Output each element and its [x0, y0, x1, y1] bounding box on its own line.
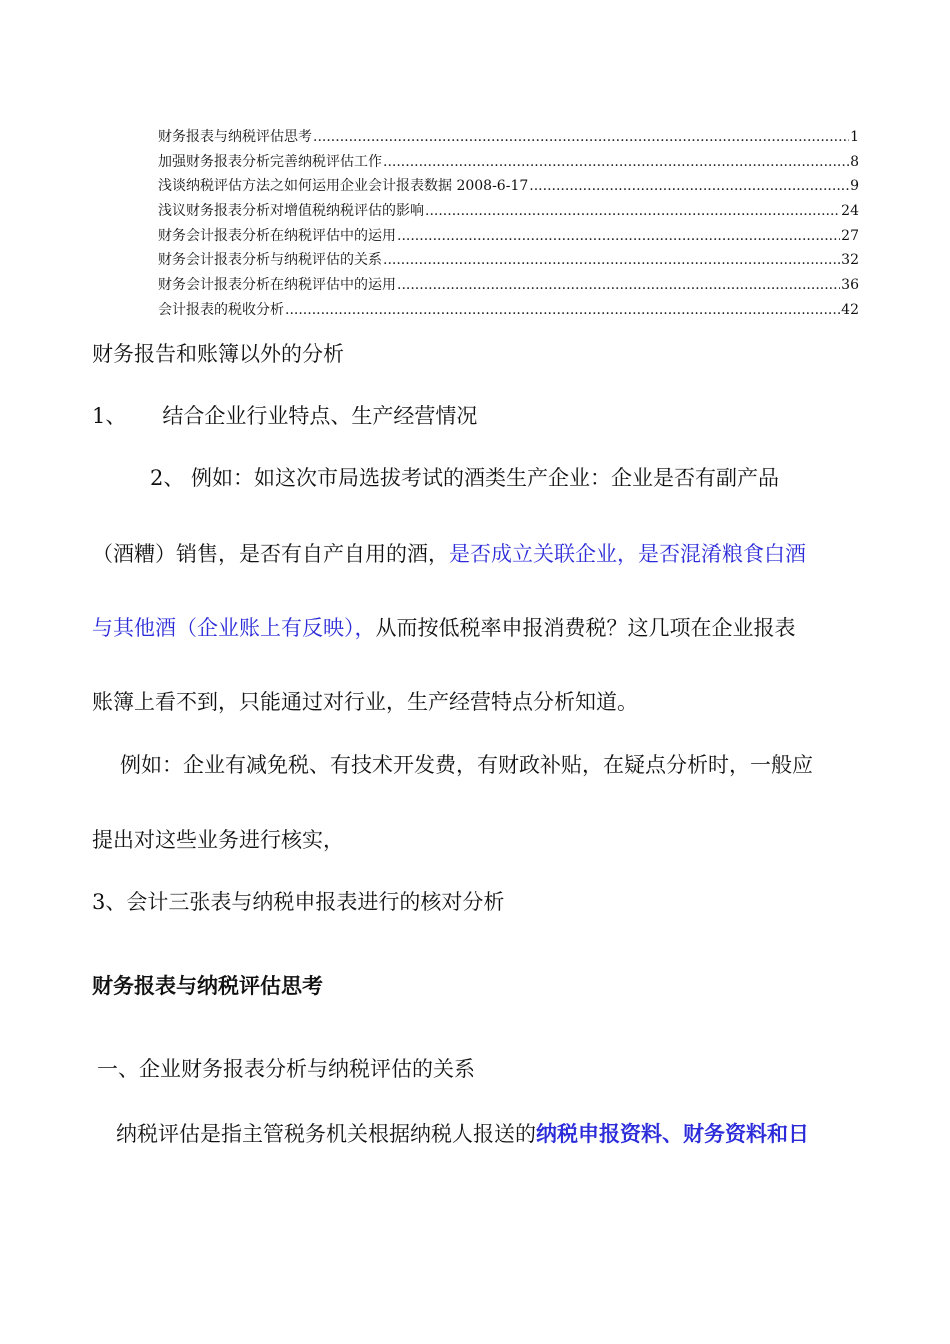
text-run: 从而按低税率申报消费税？这几项在企业报表 — [375, 616, 796, 640]
section-title: 一、企业财务报表分析与纳税评估的关系 — [97, 1057, 475, 1081]
toc-page-number: 8 — [850, 153, 859, 170]
toc-entry[interactable] — [158, 225, 859, 250]
paragraph-line — [92, 612, 796, 642]
toc-entry-title: 加强财务报表分析完善纳税评估工作 — [158, 153, 382, 170]
text-run: （酒糟）销售，是否有自产自用的酒， — [92, 542, 449, 566]
paragraph-line — [92, 538, 806, 568]
toc-entry-title: 财务会计报表分析与纳税评估的关系 — [158, 252, 382, 269]
toc-page-number: 9 — [850, 178, 859, 195]
highlighted-text: 是否成立关联企业，是否混淆粮食白酒 — [449, 542, 806, 566]
toc-entry-title: 浅谈纳税评估方法之如何运用企业会计报表数据 2008-6-17 — [158, 178, 529, 195]
toc-page-number: 36 — [841, 277, 859, 294]
paragraph-line: 2、 例如：如这次市局选拔考试的酒类生产企业：企业是否有副产品 — [150, 466, 780, 490]
list-item-3: 3、会计三张表与纳税申报表进行的核对分析 — [92, 890, 505, 914]
paragraph-line — [116, 1118, 809, 1148]
highlighted-text: 与其他酒（企业账上有反映）， — [92, 616, 376, 640]
paragraph-line: 提出对这些业务进行核实， — [92, 828, 344, 852]
toc-entry[interactable] — [158, 151, 859, 176]
toc-entry[interactable] — [158, 175, 859, 200]
toc-entry-title: 财务会计报表分析在纳税评估中的运用 — [158, 227, 396, 244]
paragraph-line: 账簿上看不到，只能通过对行业，生产经营特点分析知道。 — [92, 690, 638, 714]
toc-leader-dots — [397, 228, 840, 244]
toc-page-number: 42 — [841, 301, 859, 318]
toc-leader-dots — [383, 252, 840, 268]
toc-leader-dots — [425, 203, 840, 219]
list-item-1 — [92, 400, 477, 430]
toc-entry-title: 财务会计报表分析在纳税评估中的运用 — [158, 277, 396, 294]
article-title: 财务报表与纳税评估思考 — [92, 973, 323, 998]
paragraph-line: 例如：企业有减免税、有技术开发费，有财政补贴，在疑点分析时，一般应 — [120, 753, 813, 777]
toc-leader-dots — [397, 277, 840, 293]
toc-entry[interactable] — [158, 126, 859, 151]
toc-entry[interactable] — [158, 299, 859, 324]
toc-page-number: 1 — [850, 129, 859, 145]
toc-leader-dots — [313, 129, 849, 145]
section-heading: 财务报告和账簿以外的分析 — [92, 342, 344, 366]
table-of-contents — [158, 126, 859, 324]
toc-entry-title: 财务报表与纳税评估思考 — [158, 129, 312, 145]
toc-entry-title: 会计报表的税收分析 — [158, 301, 284, 318]
toc-leader-dots — [383, 154, 849, 170]
toc-leader-dots — [529, 178, 849, 194]
toc-entry-title: 浅议财务报表分析对增值税纳税评估的影响 — [158, 203, 424, 220]
toc-page-number: 32 — [841, 252, 859, 269]
text-run: 纳税评估是指主管税务机关根据纳税人报送的 — [116, 1122, 536, 1146]
toc-leader-dots — [285, 302, 840, 318]
highlighted-text: 纳税申报资料、财务资料和日 — [536, 1121, 809, 1146]
toc-entry[interactable] — [158, 249, 859, 274]
toc-entry[interactable] — [158, 274, 859, 299]
list-item-number: 1、 — [92, 404, 127, 428]
toc-entry[interactable] — [158, 200, 859, 225]
toc-page-number: 27 — [841, 227, 859, 244]
toc-page-number: 24 — [841, 203, 859, 220]
list-item-text: 结合企业行业特点、生产经营情况 — [162, 404, 478, 428]
